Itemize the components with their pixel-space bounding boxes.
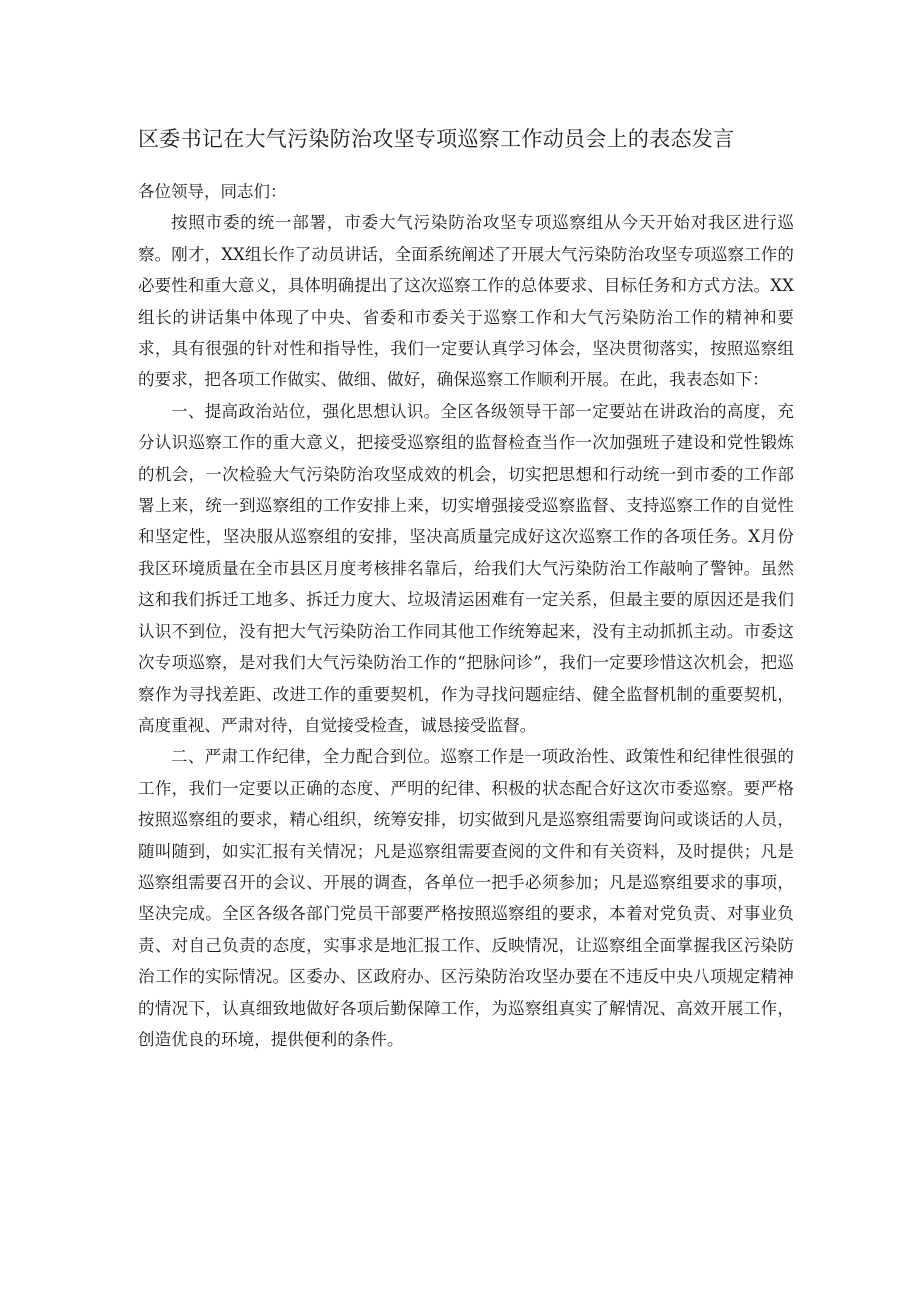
paragraph-point-one: 一、提高政治站位，强化思想认识。全区各级领导干部一定要站在讲政治的高度，充分认识巡察工作的重大意义，把接受巡察组的监督检查当作一次加强班子建设和党性锻炼的机会，一次检验大气污染防治攻坚成效的机会，切实把思想和行动统一到市委的工作部署上来，统一到巡察组的工作安排上来，切实增强接受巡察监督、支持巡察工作的自觉性和坚定性，坚决服从巡察组的安排，坚决高质量完成好这次巡察工作的各项任务。X月份我区环境质量在全市县区月度考核排名靠后，给我们大气污染防治工作敲响了警钟。虽然这和我们拆迁工地多、拆迁力度大、垃圾清运困难有一定关系，但最主要的原因还是我们认识不到位，没有把大气污染防治工作同其他工作统筹起来，没有主动抓抓主动。市委这次专项巡察，是对我们大气污染防治工作的“把脉问诊”，我们一定要珍惜这次机会，把巡察作为寻找差距、改进工作的重要契机，作为寻找问题症结、健全监督机制的重要契机，高度重视、严肃对待，自觉接受检查，诚恳接受监督。 — [138, 401, 794, 735]
paragraph-point-two: 二、严肃工作纪律，全力配合到位。巡察工作是一项政治性、政策性和纪律性很强的工作，我们一定要以正确的态度、严明的纪律、积极的状态配合好这次市委巡察。要严格按照巡察组的要求，精心组织，统筹安排，切实做到凡是巡察组需要询问或谈话的人员，随叫随到，如实汇报有关情况；凡是巡察组需要查阅的文件和有关资料，及时提供；凡是巡察组需要召开的会议、开展的调查，各单位一把手必须参加；凡是巡察组要求的事项，坚决完成。全区各级各部门党员干部要严格按照巡察组的要求，本着对党负责、对事业负责、对自己负责的态度，实事求是地汇报工作、反映情况，让巡察组全面掌握我区污染防治工作的实际情况。区委办、区政府办、区污染防治攻坚办要在不违反中央八项规定精神的情况下，认真细致地做好各项后勤保障工作，为巡察组真实了解情况、高效开展工作，创造优良的环境，提供便利的条件。 — [138, 747, 794, 1049]
salutation: 各位领导，同志们： — [138, 182, 287, 201]
paragraph-intro: 按照市委的统一部署，市委大气污染防治攻坚专项巡察组从今天开始对我区进行巡察。刚才，XX组长作了动员讲话，全面系统阐述了开展大气污染防治攻坚专项巡察工作的必要性和重大意义，具体明确提出了这次巡察工作的总体要求、目标任务和方式方法。XX组长的讲话集中体现了中央、省委和市委关于巡察工作和大气污染防治工作的精神和要求，具有很强的针对性和指导性，我们一定要认真学习体会，坚决贯彻落实，按照巡察组的要求，把各项工作做实、做细、做好，确保巡察工作顺利开展。在此，我表态如下： — [138, 213, 794, 390]
document-title: 区委书记在大气污染防治攻坚专项巡察工作动员会上的表态发言 — [138, 127, 735, 151]
document-body — [138, 176, 794, 1055]
